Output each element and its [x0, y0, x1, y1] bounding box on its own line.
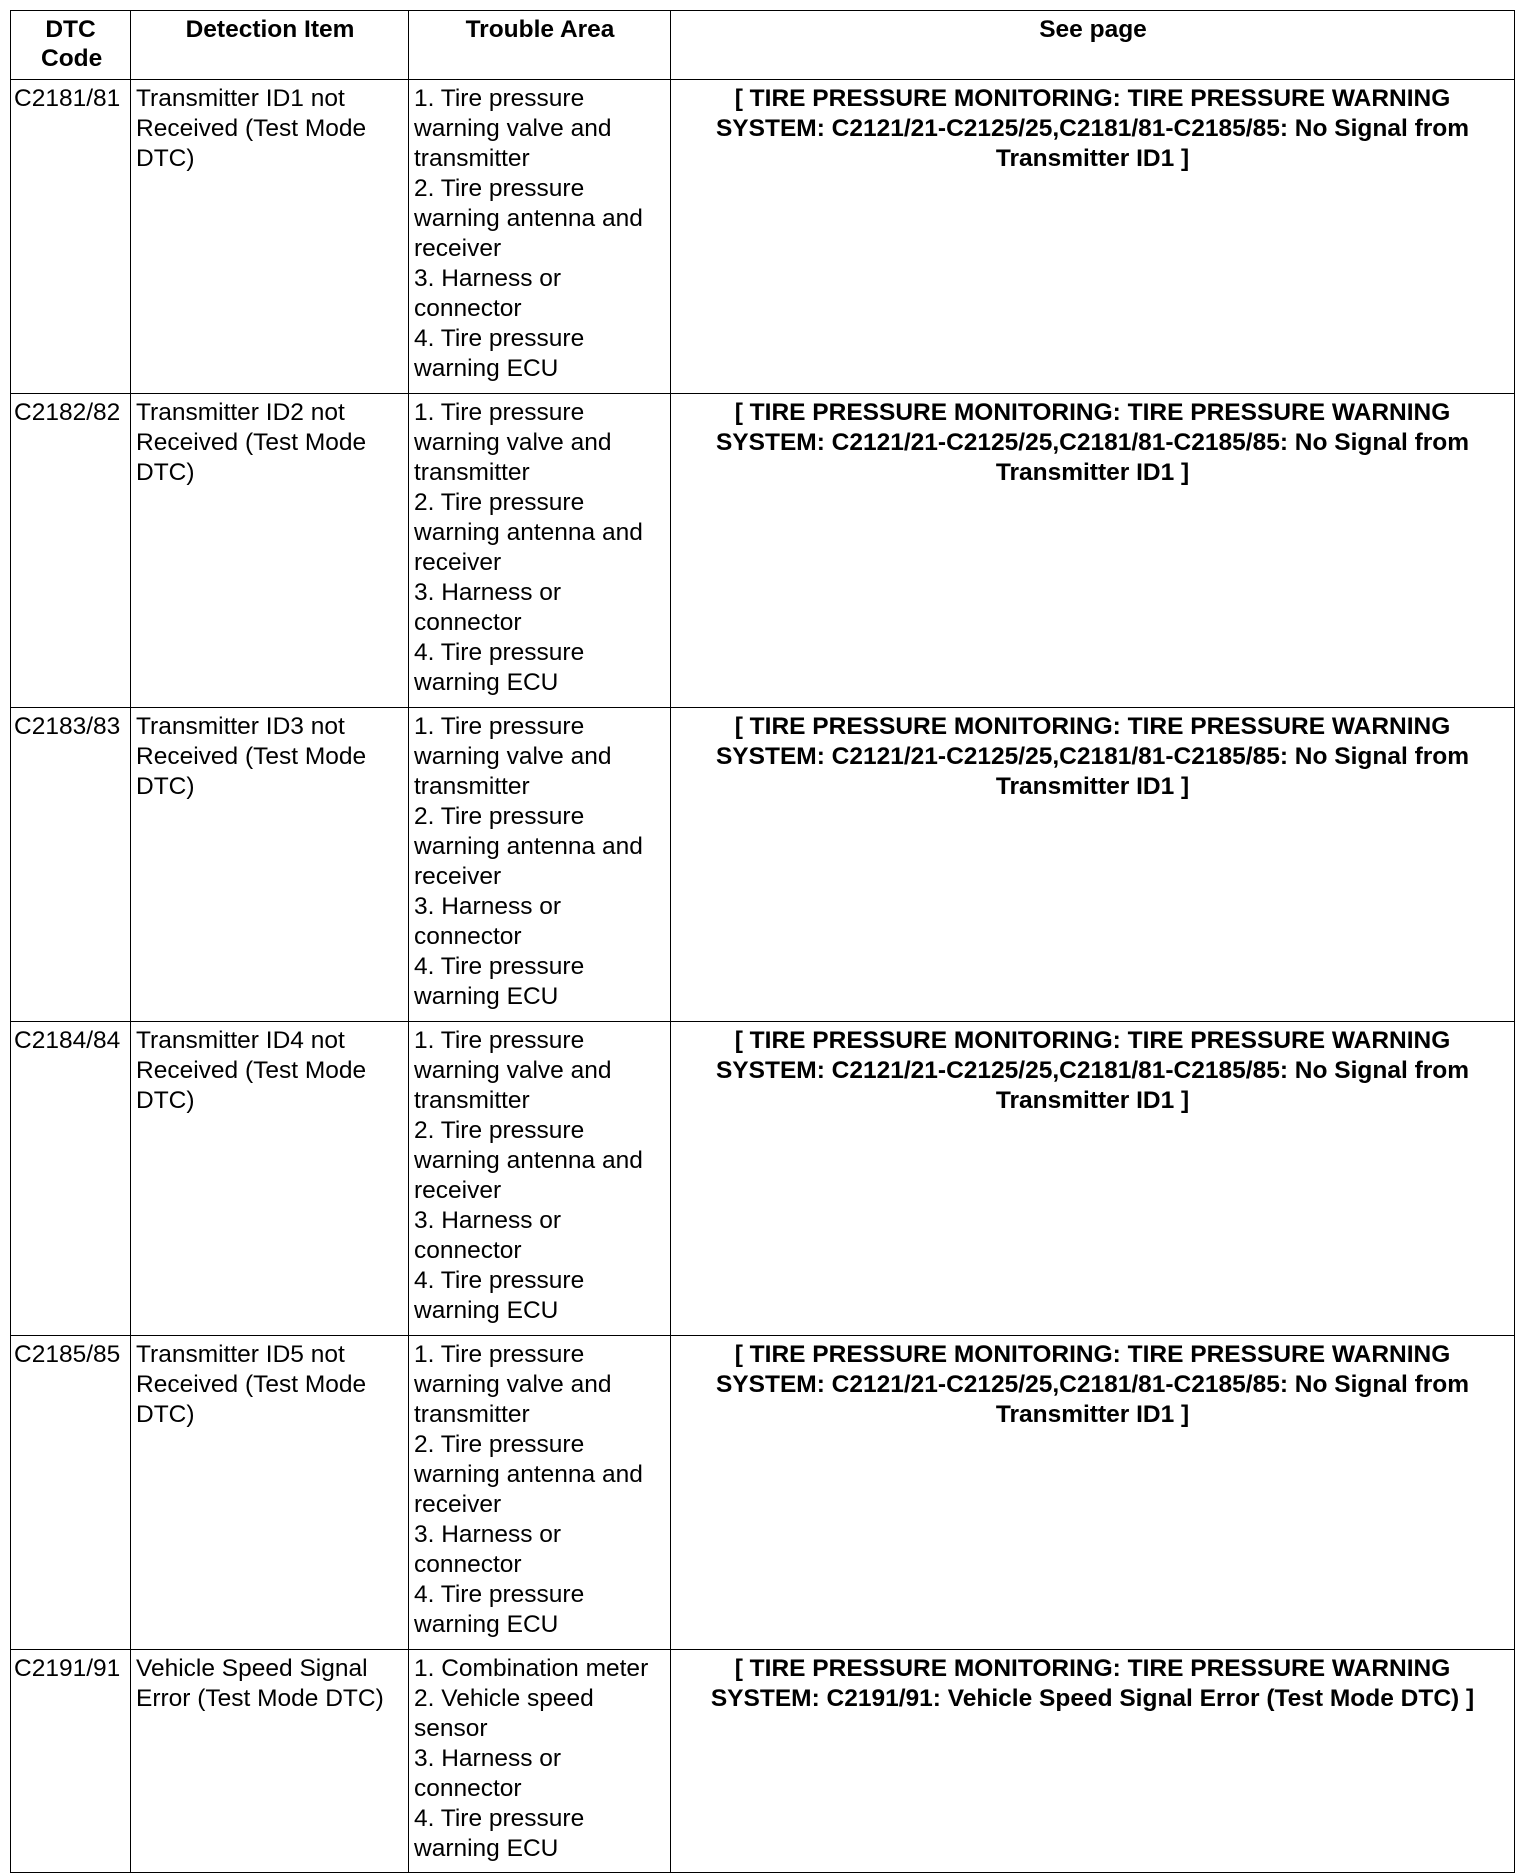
trouble-area-cell — [409, 394, 671, 708]
trouble-area-item: 1. Combination meter — [414, 1655, 649, 1682]
see-page-link[interactable]: [ TIRE PRESSURE MONITORING: TIRE PRESSURE WARNING SYSTEM: C2121/21-C2125/25,C2181/81-C2185/85: No Signal from Transmitter ID1 ] — [671, 708, 1515, 1022]
trouble-area-item: 1. Tire pressure warning valve and transmitter — [414, 713, 612, 800]
trouble-area-item: 2. Tire pressure warning antenna and receiver — [414, 1431, 643, 1518]
dtc-code-cell: C2185/85 — [11, 1336, 131, 1650]
trouble-area-item: 4. Tire pressure warning ECU — [414, 953, 585, 1010]
table-row — [11, 1650, 1515, 1873]
trouble-area-item: 3. Harness or connector — [414, 265, 562, 322]
table-row — [11, 1022, 1515, 1336]
trouble-area-cell — [409, 1650, 671, 1873]
trouble-area-item: 4. Tire pressure warning ECU — [414, 639, 585, 696]
header-see-page: See page — [671, 11, 1515, 80]
dtc-code-cell: C2184/84 — [11, 1022, 131, 1336]
trouble-area-item: 3. Harness or connector — [414, 1207, 562, 1264]
trouble-area-item: 4. Tire pressure warning ECU — [414, 325, 585, 382]
see-page-link[interactable]: [ TIRE PRESSURE MONITORING: TIRE PRESSURE WARNING SYSTEM: C2121/21-C2125/25,C2181/81-C2185/85: No Signal from Transmitter ID1 ] — [671, 1022, 1515, 1336]
dtc-table — [10, 10, 1515, 1873]
trouble-area-cell — [409, 708, 671, 1022]
trouble-area-item: 4. Tire pressure warning ECU — [414, 1581, 585, 1638]
dtc-code-cell: C2182/82 — [11, 394, 131, 708]
table-row — [11, 394, 1515, 708]
dtc-code-cell: C2181/81 — [11, 80, 131, 394]
trouble-area-item: 3. Harness or connector — [414, 893, 562, 950]
detection-item-cell: Vehicle Speed Signal Error (Test Mode DTC) — [131, 1650, 409, 1873]
trouble-area-cell — [409, 1022, 671, 1336]
trouble-area-item: 2. Tire pressure warning antenna and receiver — [414, 489, 643, 576]
detection-item-cell: Transmitter ID4 not Received (Test Mode DTC) — [131, 1022, 409, 1336]
see-page-link[interactable]: [ TIRE PRESSURE MONITORING: TIRE PRESSURE WARNING SYSTEM: C2191/91: Vehicle Speed Signal Error (Test Mode DTC) ] — [671, 1650, 1515, 1873]
trouble-area-item: 3. Harness or connector — [414, 579, 562, 636]
see-page-link[interactable]: [ TIRE PRESSURE MONITORING: TIRE PRESSURE WARNING SYSTEM: C2121/21-C2125/25,C2181/81-C2185/85: No Signal from Transmitter ID1 ] — [671, 394, 1515, 708]
trouble-area-item: 1. Tire pressure warning valve and transmitter — [414, 1027, 612, 1114]
see-page-link[interactable]: [ TIRE PRESSURE MONITORING: TIRE PRESSURE WARNING SYSTEM: C2121/21-C2125/25,C2181/81-C2185/85: No Signal from Transmitter ID1 ] — [671, 80, 1515, 394]
dtc-code-cell: C2191/91 — [11, 1650, 131, 1873]
detection-item-cell: Transmitter ID2 not Received (Test Mode DTC) — [131, 394, 409, 708]
dtc-code-cell: C2183/83 — [11, 708, 131, 1022]
trouble-area-item: 3. Harness or connector — [414, 1521, 562, 1578]
trouble-area-item: 1. Tire pressure warning valve and transmitter — [414, 1341, 612, 1428]
header-dtc-code: DTC Code — [11, 11, 131, 80]
see-page-link[interactable]: [ TIRE PRESSURE MONITORING: TIRE PRESSURE WARNING SYSTEM: C2121/21-C2125/25,C2181/81-C2185/85: No Signal from Transmitter ID1 ] — [671, 1336, 1515, 1650]
table-header-row — [11, 11, 1515, 80]
detection-item-cell: Transmitter ID3 not Received (Test Mode DTC) — [131, 708, 409, 1022]
detection-item-cell: Transmitter ID5 not Received (Test Mode DTC) — [131, 1336, 409, 1650]
trouble-area-item: 4. Tire pressure warning ECU — [414, 1267, 585, 1324]
trouble-area-item: 2. Vehicle speed sensor — [414, 1685, 594, 1742]
trouble-area-item: 2. Tire pressure warning antenna and receiver — [414, 175, 643, 262]
table-row — [11, 1336, 1515, 1650]
trouble-area-cell — [409, 1336, 671, 1650]
trouble-area-item: 1. Tire pressure warning valve and transmitter — [414, 399, 612, 486]
trouble-area-item: 4. Tire pressure warning ECU — [414, 1805, 585, 1862]
table-row — [11, 708, 1515, 1022]
header-trouble-area: Trouble Area — [409, 11, 671, 80]
header-detection-item: Detection Item — [131, 11, 409, 80]
table-row — [11, 80, 1515, 394]
trouble-area-item: 2. Tire pressure warning antenna and receiver — [414, 1117, 643, 1204]
detection-item-cell: Transmitter ID1 not Received (Test Mode DTC) — [131, 80, 409, 394]
trouble-area-item: 3. Harness or connector — [414, 1745, 562, 1802]
trouble-area-item: 2. Tire pressure warning antenna and receiver — [414, 803, 643, 890]
trouble-area-item: 1. Tire pressure warning valve and transmitter — [414, 85, 612, 172]
trouble-area-cell — [409, 80, 671, 394]
